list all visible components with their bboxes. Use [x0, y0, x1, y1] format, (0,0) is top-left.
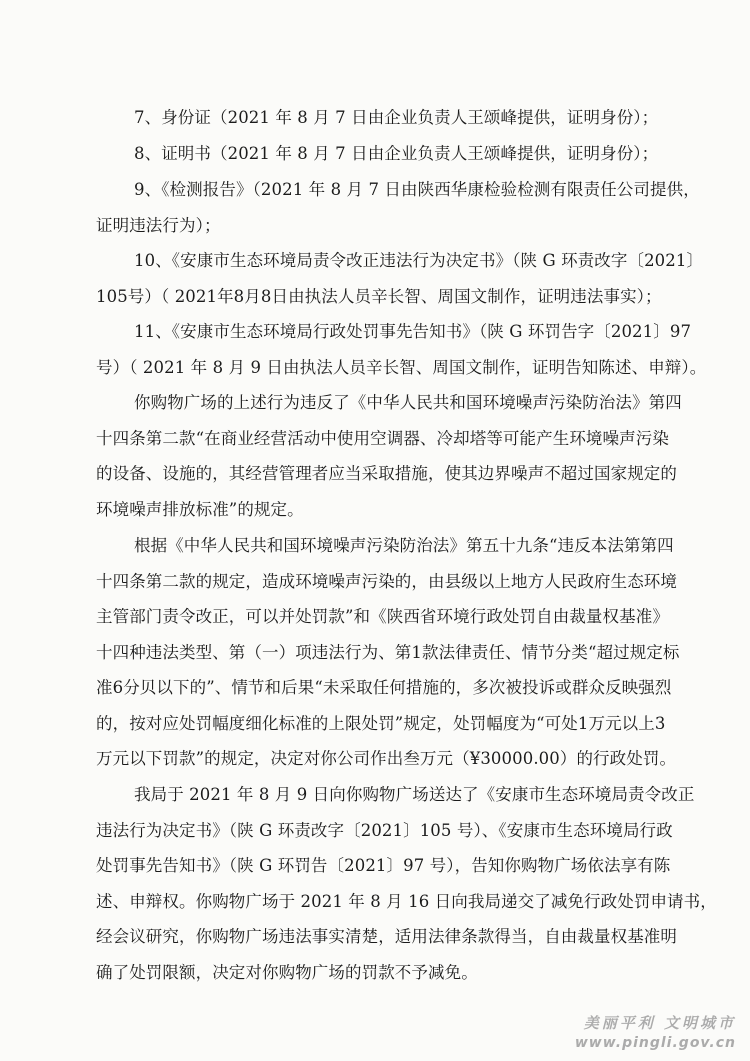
- text-line: 处罚事先告知书》（陕 G 环罚告〔2021〕97 号），告知你购物广场依法享有陈: [96, 856, 671, 875]
- text-line: 9、《检测报告》（2021 年 8 月 7 日由陕西华康检验检测有限责任公司提供，: [134, 180, 700, 199]
- text-line: 述、申辩权。你购物广场于 2021 年 8 月 16 日向我局递交了减免行政处罚申请书，: [96, 891, 717, 911]
- text-line: 11、《安康市生态环境局行政处罚事先告知书》（陕 G 环罚告字〔2021〕97: [134, 322, 692, 341]
- decision-paragraph: [96, 777, 717, 990]
- text-line: 十四条第二款的规定，造成环境噪声污染的，由县级以上地方人民政府生态环境: [96, 571, 677, 591]
- site-watermark: [575, 1013, 736, 1053]
- text-line: 万元以下罚款”的规定，决定对你公司作出叁万元（¥30000.00）的行政处罚。: [96, 749, 677, 768]
- watermark-url: www.pingli.gov.cn: [574, 1035, 736, 1051]
- text-line: 的，按对应处罚幅度细化标准的上限处罚”规定，处罚幅度为“可处1万元以上3: [96, 713, 666, 733]
- text-line: 环境噪声排放标准”的规定。: [96, 499, 304, 519]
- violation-paragraph: [96, 385, 682, 527]
- text-line: 确了处罚限额，决定对你购物广场的罚款不予减免。: [96, 962, 478, 982]
- item-10: [96, 243, 704, 314]
- text-line: 我局于 2021 年 8 月 9 日向你购物广场送达了《安康市生态环境局责令改正: [134, 785, 695, 804]
- legal-basis-paragraph: [96, 528, 680, 777]
- text-line: 7、身份证（2021 年 8 月 7 日由企业负责人王颂峰提供，证明身份）；: [134, 108, 659, 127]
- item-7: [96, 100, 689, 136]
- text-line: 105号）（ 2021年8月8日由执法人员辛长智、周国文制作，证明违法事实）；: [96, 286, 662, 306]
- text-line: 你购物广场的上述行为违反了《中华人民共和国环境噪声污染防治法》第四: [134, 393, 682, 412]
- text-line: 的设备、设施的，其经营管理者应当采取措施，使其边界噪声不超过国家规定的: [96, 464, 677, 483]
- item-8: [96, 136, 689, 172]
- text-line: 主管部门责令改正，可以并处罚款”和《陕西省环境行政处罚自由裁量权基准》: [96, 607, 669, 626]
- item-11: [96, 314, 707, 385]
- text-line: 经会议研究，你购物广场违法事实清楚，适用法律条款得当，自由裁量权基准明: [96, 927, 677, 946]
- text-line: 8、证明书（2021 年 8 月 7 日由企业负责人王颂峰提供，证明身份）；: [134, 144, 659, 163]
- item-9: [96, 172, 700, 243]
- text-line: 十四条第二款“在商业经营活动中使用空调器、冷却塔等可能产生环境噪声污染: [96, 428, 669, 448]
- text-line: 证明违法行为）；: [96, 215, 221, 235]
- text-line: 根据《中华人民共和国环境噪声污染防治法》第五十九条“违反本法第第四: [134, 536, 674, 555]
- text-line: 十四种违法类型、第（一）项违法行为、第1款法律责任、情节分类“超过规定标: [96, 642, 680, 662]
- watermark-slogan: 美丽平利 文明城市: [583, 1014, 736, 1032]
- text-line: 违法行为决定书》（陕 G 环责改字〔2021〕105 号）、《安康市生态环境局行政: [96, 820, 673, 840]
- text-line: 10、《安康市生态环境局责令改正违法行为决定书》（陕 G 环责改字〔2021〕: [134, 251, 704, 270]
- text-line: 准6分贝以下的”、情节和后果“未采取任何措施的，多次被投诉或群众反映强烈: [96, 678, 672, 697]
- text-line: 号）（ 2021 年 8 月 9 日由执法人员辛长智、周国文制作，证明告知陈述、申辩）。: [96, 357, 707, 377]
